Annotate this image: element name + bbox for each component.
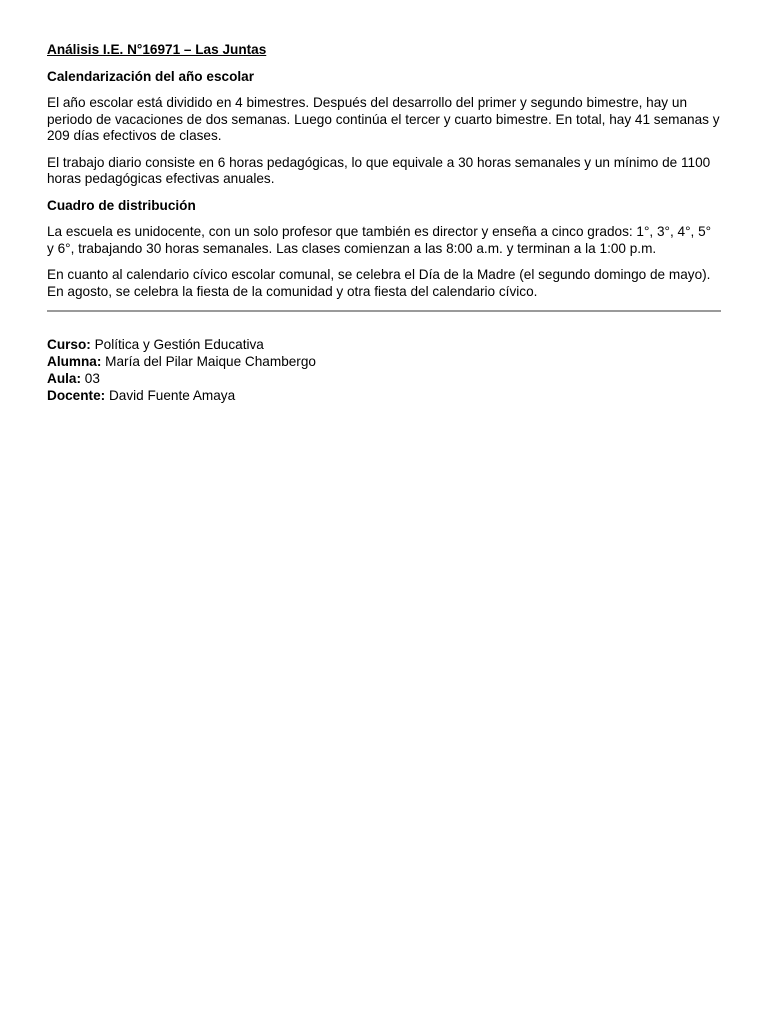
curso-label: Curso: [47, 337, 91, 352]
alumna-value: María del Pilar Maique Chambergo [105, 354, 316, 369]
info-line-aula [47, 370, 721, 387]
document-title: Análisis I.E. N°16971 – Las Juntas [47, 42, 267, 57]
docente-value: David Fuente Amaya [108, 388, 236, 403]
info-line-docente [47, 387, 721, 404]
paragraph-calendario-civico: En cuanto al calendario cívico escolar comunal, se celebra el Día de la Madre (el segundo domingo de mayo). En agosto, se celebra la fiesta de la comunidad y otra fiesta del calendario cívico. [47, 267, 711, 299]
paragraph-horas-pedagogicas: El trabajo diario consiste en 6 horas pedagógicas, lo que equivale a 30 horas semanales y un mínimo de 1100 horas pedagógicas efectivas anuales. [47, 154, 711, 186]
section-heading-cuadro-distribucion: Cuadro de distribución [47, 197, 196, 213]
course-info-block [47, 336, 721, 404]
paragraph-unidocente: La escuela es unidocente, con un solo profesor que también es director y enseña a cinco grados: 1°, 3°, 4°, 5° y 6°, trabajando 30 horas semanales. Las clases comienzan a las 8:00 a.m. y terminan a la 1:00 p.m. [47, 224, 712, 256]
docente-label: Docente: [47, 388, 106, 403]
section-heading-calendarizacion: Calendarización del año escolar [47, 68, 254, 84]
alumna-label: Alumna: [47, 354, 102, 369]
aula-label: Aula: [47, 371, 81, 386]
info-line-alumna [47, 353, 721, 370]
paragraph-bimestres: El año escolar está dividido en 4 bimestres. Después del desarrollo del primer y segundo bimestre, hay un periodo de vacaciones de dos semanas. Luego continúa el tercer y cuarto bimestre. En total, hay 41 semanas y 209 días efectivos de clases. [47, 95, 720, 143]
document-page [47, 42, 721, 404]
aula-value: 03 [84, 371, 100, 386]
section-divider [47, 310, 721, 312]
info-line-curso [47, 336, 721, 353]
curso-value: Política y Gestión Educativa [94, 337, 264, 352]
